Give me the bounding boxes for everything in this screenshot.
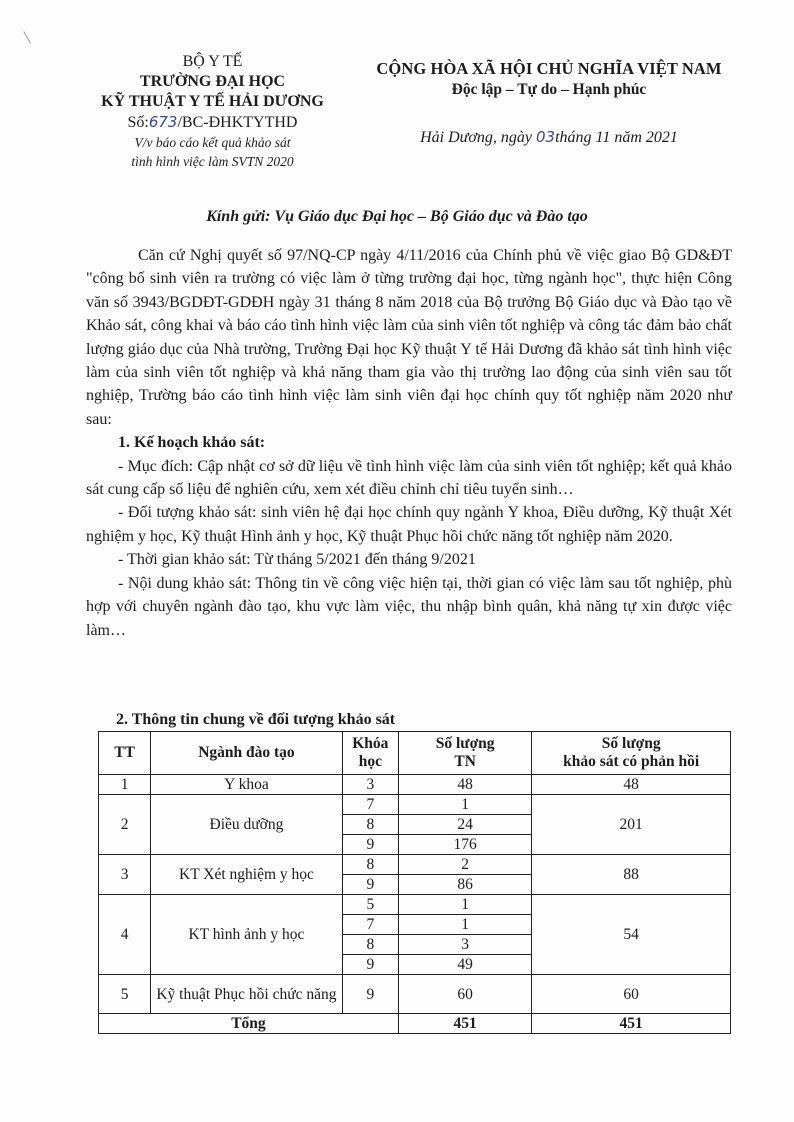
table-subrow: 7 1	[99, 915, 731, 935]
total-graduates: 451	[398, 1014, 531, 1034]
report-body	[86, 244, 732, 642]
table-row: 3 KT Xét nghiệm y học 8 2 88	[99, 855, 731, 875]
ministry-name: BỘ Y TẾ	[182, 53, 243, 70]
table-subrow: 9 176	[99, 835, 731, 855]
table-header-row	[99, 732, 731, 775]
survey-purpose: - Mục đích: Cập nhật cơ sở dữ liệu về tình hình việc làm của sinh viên tốt nghiệp; kết quả khảo sát cung cấp số liệu để nghiên cứu, xem xét điều chỉnh chỉ tiêu tuyển sinh…	[86, 457, 732, 499]
total-label: Tổng	[99, 1014, 399, 1034]
survey-table	[98, 731, 731, 1034]
university-name-line1: TRƯỜNG ĐẠI HỌC	[139, 73, 286, 90]
issuer-header	[80, 52, 345, 171]
handwritten-day: 03	[536, 128, 556, 146]
national-motto: Độc lập – Tự do – Hạnh phúc	[451, 81, 647, 98]
survey-time: - Thời gian khảo sát: Từ tháng 5/2021 đến tháng 9/2021	[118, 551, 476, 569]
survey-content: - Nội dung khảo sát: Thông tin về công việc hiện tại, thời gian có việc làm sau tốt nghiệp, phù hợp với chuyên ngành đào tạo, khu vực làm việc, thu nhập bình quân, khả năng tự xin được việc làm…	[86, 574, 732, 639]
document-number: Số:673/BC-ĐHKTYTHD	[127, 113, 298, 131]
subject-line-1: V/v báo cáo kết quả khảo sát	[134, 135, 291, 150]
table-total-row	[99, 1014, 731, 1034]
national-header	[360, 58, 738, 147]
header-course: Khóa học	[342, 732, 398, 775]
subject-line-2: tình hình việc làm SVTN 2020	[131, 154, 294, 169]
total-responses: 451	[532, 1014, 731, 1034]
table-subrow: 9 86	[99, 875, 731, 895]
header-tt: TT	[99, 732, 151, 775]
handwritten-doc-number: 673	[148, 113, 178, 131]
table-subrow: 8 24	[99, 815, 731, 835]
header-graduates: Số lượng TN	[398, 732, 531, 775]
country-name: CỘNG HÒA XÃ HỘI CHỦ NGHĨA VIỆT NAM	[376, 59, 722, 78]
header-major: Ngành đào tạo	[151, 732, 343, 775]
recipient-line: Kính gửi: Vụ Giáo dục Đại học – Bộ Giáo dục và Đào tạo	[206, 208, 588, 225]
table-subrow: 8 3	[99, 935, 731, 955]
section1-heading: 1. Kế hoạch khảo sát:	[118, 434, 266, 452]
table-row: 4 KT hình ảnh y học 5 1 54	[99, 895, 731, 915]
table-row: 5 Kỹ thuật Phục hồi chức năng 9 60 60	[99, 975, 731, 1014]
section2-heading: 2. Thông tin chung về đối tượng khảo sát	[116, 711, 396, 728]
intro-paragraph: Căn cứ Nghị quyết số 97/NQ-CP ngày 4/11/2016 của Chính phủ về việc giao Bộ GD&ĐT "công bố sinh viên ra trường có việc làm ở từng trường đại học, từng ngành học", thực hiện Công văn số 3943/BGDĐT-GDĐH ngày 31 tháng 8 năm 2018 của Bộ trưởng Bộ Giáo dục và Đào tạo về Khảo sát, công khai và báo cáo tình hình việc làm của sinh viên tốt nghiệp và công tác đảm bảo chất lượng giáo dục của Nhà trường, Trường Đại học Kỹ thuật Y tế Hải Dương đã khảo sát tình hình việc làm của sinh viên tốt nghiệp và khả năng tham gia vào thị trường lao động của sinh viên sau tốt nghiệp, Trường báo cáo tình hình việc làm sinh viên đại học chính quy tốt nghiệp năm 2020 như sau:	[86, 247, 732, 428]
table-subrow: 9 49	[99, 955, 731, 975]
table-row: 2 Điều dưỡng 7 1 201	[99, 795, 731, 815]
survey-subjects: - Đối tượng khảo sát: sinh viên hệ đại học chính quy ngành Y khoa, Điều dưỡng, Kỹ thuật Xét nghiệm y học, Kỹ thuật Hình ảnh y học, Kỹ thuật Phục hồi chức năng tốt nghiệp năm 2020.	[86, 504, 732, 545]
scan-mark	[23, 26, 40, 44]
document-date: Hải Dương, ngày 03tháng 11 năm 2021	[420, 128, 678, 146]
table-row: 1 Y khoa 3 48 48	[99, 775, 731, 795]
header-responses: Số lượng khảo sát có phản hồi	[532, 732, 731, 775]
university-name-line2: KỸ THUẬT Y TẾ HẢI DƯƠNG	[101, 93, 324, 110]
